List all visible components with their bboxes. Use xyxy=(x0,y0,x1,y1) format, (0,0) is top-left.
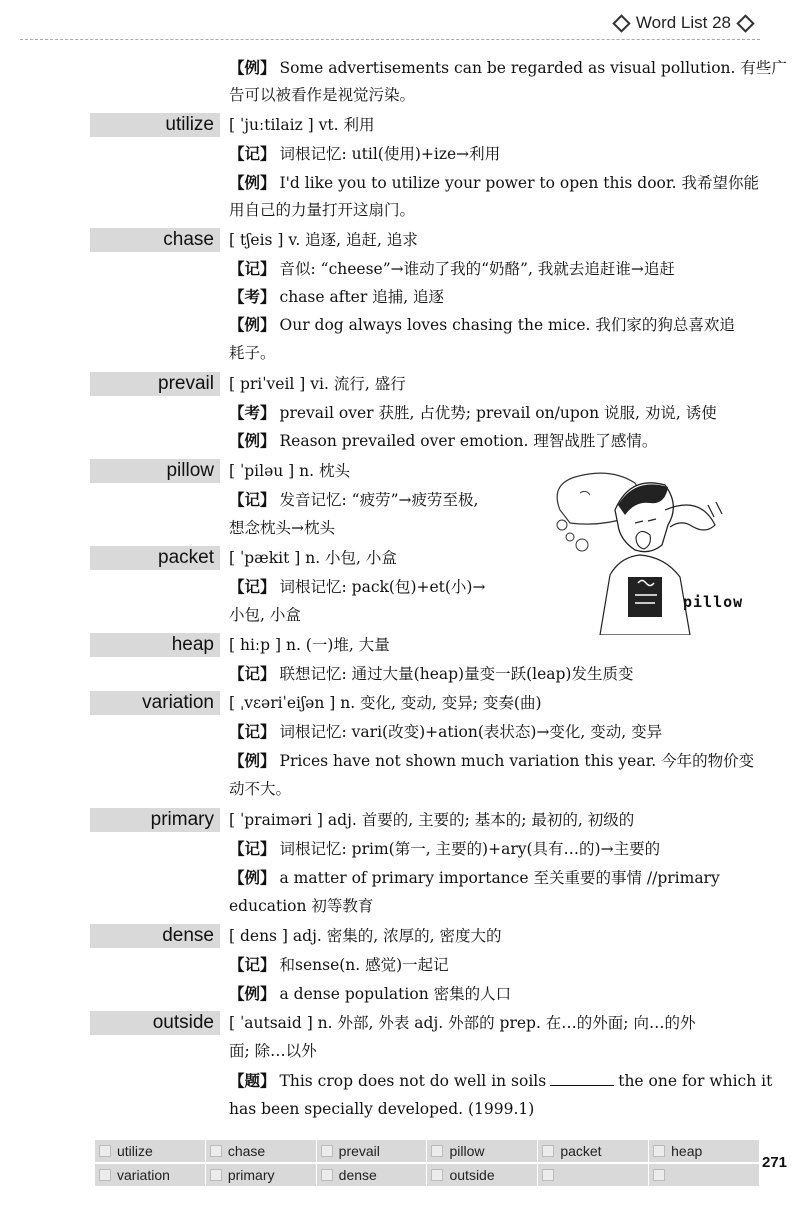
entry-line xyxy=(229,925,501,947)
review-cell xyxy=(538,1140,648,1162)
entry-line xyxy=(229,199,415,221)
entry-line xyxy=(229,663,633,686)
checkbox-icon xyxy=(431,1145,443,1157)
review-row xyxy=(95,1140,760,1162)
review-word: outside xyxy=(449,1167,495,1183)
entry-line xyxy=(229,576,485,599)
line-text: Reason prevailed over emotion. 理智战胜了感情。 xyxy=(279,432,658,450)
headword-pillow: pillow xyxy=(90,459,220,483)
entry-line xyxy=(229,721,662,744)
review-cell xyxy=(206,1164,316,1186)
line-text: 联想记忆: 通过大量(heap)量变一跃(leap)发生质变 xyxy=(279,665,634,683)
section-tag: 【考】 xyxy=(229,405,276,422)
line-text: 发音记忆: “疲劳”→疲劳至极, xyxy=(279,491,479,509)
line-text: 小包, 小盒 xyxy=(229,606,301,624)
entry-line xyxy=(229,809,634,831)
entry-line xyxy=(229,314,735,337)
entry-line xyxy=(229,895,373,917)
headword-outside: outside xyxy=(90,1011,220,1035)
headword-utilize: utilize xyxy=(90,113,220,137)
section-tag: 【例】 xyxy=(229,317,276,334)
line-text: 耗子。 xyxy=(229,344,276,362)
entry-line xyxy=(229,778,291,800)
review-word: dense xyxy=(338,1167,377,1183)
entry-line xyxy=(229,1070,772,1093)
line-text: 告可以被看作是视觉污染。 xyxy=(229,86,416,104)
entry-line xyxy=(229,258,675,281)
line-text: 音似: “cheese”→谁动了我的“奶酪”, 我就去追赶谁→追赶 xyxy=(279,260,675,278)
entry-line xyxy=(229,1012,695,1034)
review-word: heap xyxy=(671,1143,703,1159)
review-word: primary xyxy=(227,1167,275,1183)
line-text: has been specially developed. (1999.1) xyxy=(229,1100,535,1118)
checkbox-icon xyxy=(542,1169,554,1181)
section-tag: 【例】 xyxy=(229,433,276,450)
review-cell xyxy=(649,1164,759,1186)
line-text: 动不大。 xyxy=(229,780,292,798)
line-text: [ priˈveil ] vi. 流行, 盛行 xyxy=(229,375,406,393)
line-text: 面; 除…以外 xyxy=(229,1042,317,1060)
diamond-icon xyxy=(736,14,754,32)
section-tag: 【记】 xyxy=(229,261,276,278)
entry-line xyxy=(229,517,335,539)
checkbox-icon xyxy=(542,1145,554,1157)
page-header xyxy=(607,8,760,38)
review-cell xyxy=(95,1140,205,1162)
checkbox-icon xyxy=(210,1169,222,1181)
review-word: packet xyxy=(560,1143,602,1159)
entry-line xyxy=(229,402,717,425)
section-tag: 【记】 xyxy=(229,724,276,741)
entry-line xyxy=(229,172,759,195)
section-tag: 【记】 xyxy=(229,957,276,974)
section-tag: 【题】 xyxy=(229,1073,276,1090)
review-cell xyxy=(95,1164,205,1186)
line-text: [ ˈpraiməri ] adj. 首要的, 主要的; 基本的; 最初的, 初级的 xyxy=(229,811,635,829)
headword-heap: heap xyxy=(90,633,220,657)
line-text: [ hiːp ] n. (一)堆, 大量 xyxy=(229,636,390,654)
checkbox-icon xyxy=(210,1145,222,1157)
review-word: prevail xyxy=(338,1143,380,1159)
review-cell xyxy=(538,1164,648,1186)
line-text: Prices have not shown much variation this year. 今年的物价变 xyxy=(279,752,755,770)
section-tag: 【例】 xyxy=(229,870,276,887)
headword-primary: primary xyxy=(90,808,220,832)
line-text: prevail over 获胜, 占优势; prevail on/upon 说服, 劝说, 诱使 xyxy=(279,404,717,422)
entry-line xyxy=(229,342,276,364)
line-text-after-blank: the one for which it xyxy=(618,1072,773,1090)
entry-line xyxy=(229,430,657,453)
checkbox-icon xyxy=(653,1145,665,1157)
line-text: Our dog always loves chasing the mice. 我们家的狗总喜欢追 xyxy=(279,316,735,334)
entry-line xyxy=(229,286,444,309)
review-row xyxy=(95,1164,760,1186)
line-text: 词根记忆: vari(改变)+ation(表状态)→变化, 变动, 变异 xyxy=(279,723,663,741)
line-text: a dense population 密集的人口 xyxy=(279,985,512,1003)
line-text: [ ˌvɛəriˈeiʃən ] n. 变化, 变动, 变异; 变奏(曲) xyxy=(229,694,542,712)
entry-line xyxy=(229,489,478,512)
word-review-grid xyxy=(95,1140,760,1188)
line-text: I'd like you to utilize your power to open this door. 我希望你能 xyxy=(279,174,759,192)
headword-chase: chase xyxy=(90,228,220,252)
line-text: a matter of primary importance 至关重要的事情 //primary xyxy=(279,869,720,887)
line-text: [ tʃeis ] v. 追逐, 追赶, 追求 xyxy=(229,231,418,249)
answer-blank xyxy=(550,1071,614,1086)
review-word: pillow xyxy=(449,1143,485,1159)
review-cell xyxy=(317,1140,427,1162)
review-word: utilize xyxy=(117,1143,153,1159)
entry-line xyxy=(229,460,350,482)
line-text: [ ˈjuːtilaiz ] vt. 利用 xyxy=(229,116,375,134)
checkbox-icon xyxy=(431,1169,443,1181)
review-word: chase xyxy=(227,1143,266,1159)
entry-line xyxy=(229,547,397,569)
line-text: This crop does not do well in soils xyxy=(279,1072,547,1090)
review-cell xyxy=(317,1164,427,1186)
line-text: chase after 追捕, 追逐 xyxy=(279,288,445,306)
section-tag: 【例】 xyxy=(229,753,276,770)
headword-variation: variation xyxy=(90,691,220,715)
header-divider xyxy=(20,39,760,40)
line-text: [ dens ] adj. 密集的, 浓厚的, 密度大的 xyxy=(229,927,502,945)
checkbox-icon xyxy=(321,1169,333,1181)
headword-prevail: prevail xyxy=(90,372,220,396)
entry-line xyxy=(229,692,542,714)
checkbox-icon xyxy=(653,1169,665,1181)
entry-line xyxy=(229,750,754,773)
entry-line xyxy=(229,867,720,890)
line-text: 想念枕头→枕头 xyxy=(229,519,335,537)
entry-line xyxy=(229,143,500,166)
checkbox-icon xyxy=(99,1145,111,1157)
entry-line xyxy=(229,84,415,106)
line-text: [ ˈpækit ] n. 小包, 小盒 xyxy=(229,549,397,567)
entry-line xyxy=(229,229,418,251)
line-text: [ ˈpiləu ] n. 枕头 xyxy=(229,462,350,480)
entry-line xyxy=(229,1040,317,1062)
entry-line xyxy=(229,1098,534,1120)
entry-line xyxy=(229,954,449,977)
line-text: Some advertisements can be regarded as visual pollution. 有些广 xyxy=(279,59,787,77)
entry-line xyxy=(229,604,301,626)
entry-line xyxy=(229,983,511,1006)
section-tag: 【记】 xyxy=(229,492,276,509)
headword-packet: packet xyxy=(90,546,220,570)
line-text: [ ˈautsaid ] n. 外部, 外表 adj. 外部的 prep. 在…的外面; 向…的外 xyxy=(229,1014,696,1032)
diamond-icon xyxy=(612,14,630,32)
section-tag: 【记】 xyxy=(229,841,276,858)
entry-line xyxy=(229,634,390,656)
review-cell xyxy=(649,1140,759,1162)
section-tag: 【考】 xyxy=(229,289,276,306)
checkbox-icon xyxy=(321,1145,333,1157)
section-tag: 【记】 xyxy=(229,579,276,596)
entry-line xyxy=(229,838,660,861)
word-list-title: Word List 28 xyxy=(635,13,731,32)
review-word: variation xyxy=(117,1167,170,1183)
checkbox-icon xyxy=(99,1169,111,1181)
line-text: 词根记忆: util(使用)+ize→利用 xyxy=(279,145,501,163)
section-tag: 【例】 xyxy=(229,986,276,1003)
section-tag: 【记】 xyxy=(229,146,276,163)
section-tag: 【例】 xyxy=(229,175,276,192)
page-number: 271 xyxy=(762,1154,788,1171)
section-tag: 【例】 xyxy=(229,60,276,77)
line-text: 词根记忆: pack(包)+et(小)→ xyxy=(279,578,486,596)
line-text: 用自己的力量打开这扇门。 xyxy=(229,201,416,219)
entry-line xyxy=(229,114,375,136)
entry-line xyxy=(229,57,787,80)
line-text: 词根记忆: prim(第一, 主要的)+ary(具有…的)→主要的 xyxy=(279,840,661,858)
review-cell xyxy=(206,1140,316,1162)
headword-dense: dense xyxy=(90,924,220,948)
line-text: 和sense(n. 感觉)一起记 xyxy=(279,956,449,974)
line-text: education 初等教育 xyxy=(229,897,374,915)
illustration-caption: pillow xyxy=(683,593,744,611)
section-tag: 【记】 xyxy=(229,666,276,683)
entry-line xyxy=(229,373,406,395)
review-cell xyxy=(427,1140,537,1162)
review-cell xyxy=(427,1164,537,1186)
